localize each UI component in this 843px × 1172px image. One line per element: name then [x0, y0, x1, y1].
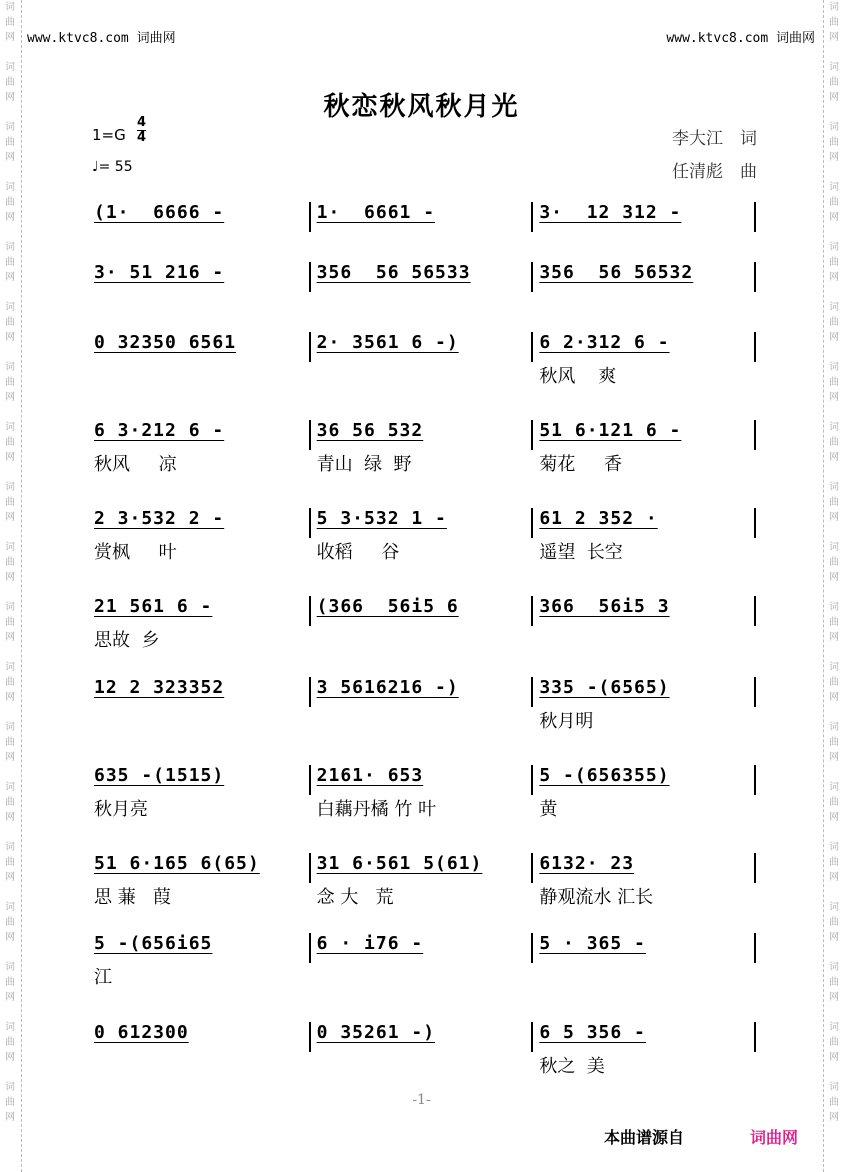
- measure-lyrics: 静观流水 汇长: [539, 887, 654, 908]
- measure-notes: (1· 6666 -: [94, 202, 225, 223]
- measure-notes: 3 5616216 -): [316, 677, 459, 698]
- measure-lyrics: 秋风 凉: [94, 454, 177, 475]
- measure-notes: 335 -(6565): [539, 677, 670, 698]
- score-row: [88, 420, 756, 475]
- measure: [88, 262, 311, 292]
- measure-lyrics: 思故 乡: [94, 630, 160, 651]
- measure-lyrics: 青山 绿 野: [316, 454, 412, 475]
- measure-lyrics: 江: [94, 967, 112, 988]
- measure-lyrics: 秋风 爽: [539, 366, 617, 387]
- measure-notes: 51 6·165 6(65): [94, 853, 260, 874]
- measure: [311, 508, 534, 563]
- left-margin-line: [21, 0, 22, 1172]
- measure: [533, 677, 756, 732]
- measure: [311, 853, 534, 908]
- measure: [311, 332, 534, 362]
- measure: [88, 853, 311, 908]
- measure-lyrics: 收稻 谷: [316, 542, 400, 563]
- measure-lyrics: 秋月明: [539, 711, 594, 732]
- measure-lyrics: 赏枫 叶: [94, 542, 177, 563]
- measure-notes: 5 3·532 1 -: [316, 508, 447, 529]
- song-title: 秋恋秋风秋月光: [323, 92, 520, 122]
- time-top: 4: [137, 115, 147, 130]
- measure-lyrics: 遥望 长空: [539, 542, 623, 563]
- score-row: [88, 677, 756, 732]
- measure: [533, 853, 756, 908]
- measure-notes: 0 32350 6561: [94, 332, 237, 353]
- source-brand-link[interactable]: 词曲网: [750, 1128, 799, 1147]
- measure: [533, 508, 756, 563]
- measure: [88, 420, 311, 475]
- measure-notes: (366 56i5 6: [316, 596, 459, 617]
- measure-notes: 51 6·121 6 -: [539, 420, 682, 441]
- tempo-marking: ♩= 55: [92, 159, 133, 175]
- measure-notes: 61 2 352 ·: [539, 508, 658, 529]
- score-row: [88, 202, 756, 232]
- time-bottom: 4: [137, 130, 147, 145]
- score-row: [88, 508, 756, 563]
- measure: [311, 420, 534, 475]
- measure-notes: 2· 3561 6 -): [316, 332, 459, 353]
- measure-notes: 6 5 356 -: [539, 1022, 646, 1043]
- measure: [533, 1022, 756, 1077]
- measure-notes: 366 56i5 3: [539, 596, 670, 617]
- measure: [311, 262, 534, 292]
- score-row: [88, 262, 756, 292]
- measure: [533, 332, 756, 387]
- measure: [311, 765, 534, 820]
- measure: [533, 262, 756, 292]
- measure: [533, 420, 756, 475]
- measure-notes: 5 -(656i65: [94, 933, 213, 954]
- score-row: [88, 332, 756, 387]
- measure-notes: 635 -(1515): [94, 765, 225, 786]
- measure: [311, 677, 534, 707]
- measure-notes: 0 612300: [94, 1022, 189, 1043]
- measure: [88, 765, 311, 820]
- measure-notes: 12 2 323352: [94, 677, 225, 698]
- measure-notes: 356 56 56532: [539, 262, 694, 283]
- measure: [88, 202, 311, 232]
- composer-credit: 任清彪 曲: [672, 162, 757, 182]
- source-label: 本曲谱源自: [604, 1128, 685, 1147]
- measure: [311, 933, 534, 963]
- measure-notes: 5 -(656355): [539, 765, 670, 786]
- measure: [88, 508, 311, 563]
- measure-notes: 31 6·561 5(61): [316, 853, 483, 874]
- measure-notes: 6 2·312 6 -: [539, 332, 670, 353]
- measure: [88, 933, 311, 988]
- measure: [88, 677, 311, 707]
- measure: [533, 765, 756, 820]
- measure: [88, 596, 311, 651]
- right-watermark-column: 词 曲 网 词 曲 网 词 曲 网 词 曲 网 词 曲 网 词 曲 网 词 曲 网 词 曲 网 词 曲 网 词 曲 网 词 曲 网 词 曲 网 词 曲 网 词 曲 网 词 曲 网 词 曲 网 词 曲 网 词 曲 网 词 曲 网: [829, 2, 839, 1123]
- score-row: [88, 933, 756, 988]
- right-margin-line: [823, 0, 824, 1172]
- measure-notes: 6132· 23: [539, 853, 635, 874]
- measure-notes: 0 35261 -): [316, 1022, 436, 1043]
- score-row: [88, 765, 756, 820]
- site-watermark-right[interactable]: www.ktvc8.com 词曲网: [666, 31, 815, 46]
- measure-lyrics: 思 蒹 葭: [94, 887, 171, 908]
- measure-notes: 21 561 6 -: [94, 596, 213, 617]
- time-signature: [137, 116, 146, 145]
- measure-notes: 1· 6661 -: [316, 202, 436, 223]
- left-watermark-column: 词 曲 网 词 曲 网 词 曲 网 词 曲 网 词 曲 网 词 曲 网 词 曲 网 词 曲 网 词 曲 网 词 曲 网 词 曲 网 词 曲 网 词 曲 网 词 曲 网 词 曲 网 词 曲 网 词 曲 网 词 曲 网 词 曲 网: [5, 2, 15, 1123]
- measure-lyrics: 菊花 香: [539, 454, 622, 475]
- measure-lyrics: 念 大 荒: [316, 887, 394, 908]
- measure-notes: 356 56 56533: [316, 262, 471, 283]
- measure-notes: 3· 51 216 -: [94, 262, 225, 283]
- measure-notes: 36 56 532: [316, 420, 424, 441]
- measure: [533, 596, 756, 626]
- measure: [533, 933, 756, 963]
- measure: [311, 596, 534, 626]
- lyricist-credit: 李大江 词: [672, 129, 757, 149]
- page-number: -1-: [412, 1092, 431, 1108]
- site-watermark-left[interactable]: www.ktvc8.com 词曲网: [27, 31, 176, 46]
- measure: [88, 1022, 311, 1052]
- score-row: [88, 853, 756, 908]
- measure: [533, 202, 756, 232]
- measure-lyrics: 白藕丹橘 竹 叶: [316, 799, 437, 820]
- measure-notes: 6 3·212 6 -: [94, 420, 225, 441]
- measure-notes: 2161· 653: [316, 765, 424, 786]
- score-row: [88, 1022, 756, 1077]
- key-signature: 1=G: [92, 126, 126, 144]
- measure-lyrics: 秋之 美: [539, 1056, 605, 1077]
- measure-notes: 5 · 365 -: [539, 933, 646, 954]
- measure-notes: 2 3·532 2 -: [94, 508, 225, 529]
- measure: [311, 1022, 534, 1052]
- measure-notes: 6 · i76 -: [316, 933, 424, 954]
- measure-lyrics: 黄: [539, 799, 558, 820]
- measure: [88, 332, 311, 362]
- measure-notes: 3· 12 312 -: [539, 202, 682, 223]
- measure: [311, 202, 534, 232]
- measure-lyrics: 秋月亮: [94, 799, 148, 820]
- score-row: [88, 596, 756, 651]
